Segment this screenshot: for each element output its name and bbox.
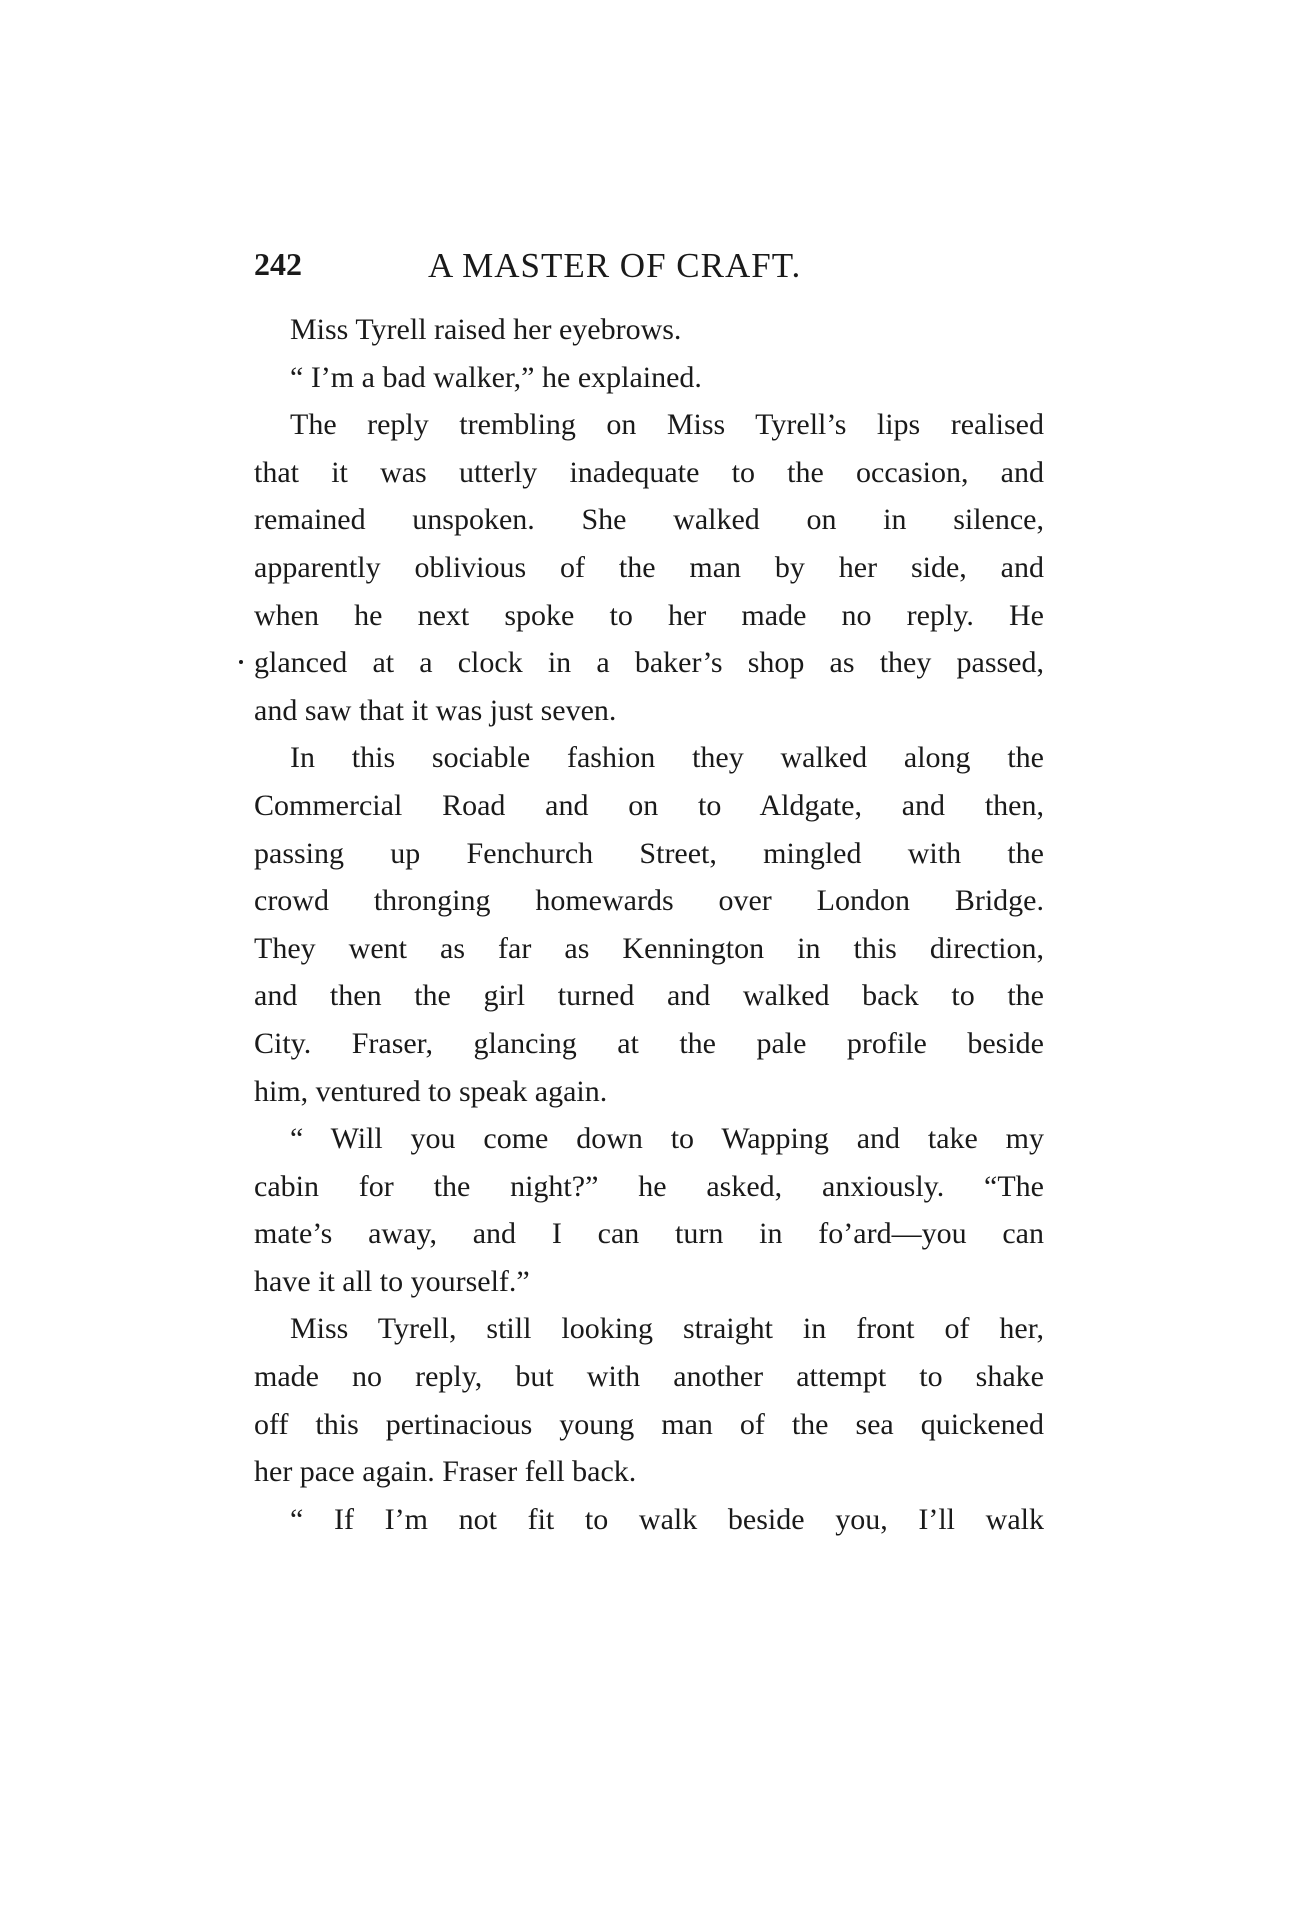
- text-line: mate’s away, and I can turn in fo’ard—you can: [254, 1217, 1044, 1251]
- text-line: cabin for the night?” he asked, anxiously. “The: [254, 1169, 1044, 1203]
- text-line: City. Fraser, glancing at the pale profile beside: [254, 1026, 1044, 1060]
- text-line: and saw that it was just seven.: [254, 693, 617, 727]
- text-line: They went as far as Kennington in this direction,: [254, 931, 1044, 965]
- text-line: made no reply, but with another attempt to shake: [254, 1360, 1044, 1394]
- page-header: [254, 246, 1074, 296]
- text-line: “ If I’m not fit to walk beside you, I’ll walk: [290, 1502, 1044, 1536]
- running-title: A MASTER OF CRAFT.: [428, 246, 802, 285]
- text-line: him, ventured to speak again.: [254, 1074, 608, 1108]
- text-line: remained unspoken. She walked on in silence,: [254, 503, 1044, 537]
- text-line: apparently oblivious of the man by her side, and: [254, 550, 1044, 584]
- text-line: glanced at a clock in a baker’s shop as they passed,: [254, 646, 1044, 680]
- text-line: In this sociable fashion they walked along the: [290, 741, 1044, 775]
- text-line: her pace again. Fraser fell back.: [254, 1455, 637, 1489]
- text-line: Miss Tyrell, still looking straight in front of her,: [290, 1312, 1044, 1346]
- text-line: Miss Tyrell raised her eyebrows.: [290, 313, 682, 346]
- text-line: have it all to yourself.”: [254, 1264, 530, 1298]
- margin-dot-mark: [239, 660, 243, 664]
- text-line: that it was utterly inadequate to the occasion, and: [254, 455, 1044, 489]
- text-line: off this pertinacious young man of the sea quickened: [254, 1407, 1044, 1441]
- text-line: “ Will you come down to Wapping and take my: [290, 1122, 1044, 1156]
- text-line: The reply trembling on Miss Tyrell’s lips realised: [290, 408, 1044, 442]
- text-line: and then the girl turned and walked back to the: [254, 979, 1044, 1013]
- text-line: Commercial Road and on to Aldgate, and then,: [254, 788, 1044, 822]
- text-line: when he next spoke to her made no reply. He: [254, 598, 1044, 632]
- text-line: “ I’m a bad walker,” he explained.: [290, 360, 702, 394]
- text-line: passing up Fenchurch Street, mingled with the: [254, 836, 1044, 870]
- page-number: 242: [254, 246, 302, 282]
- text-line: crowd thronging homewards over London Bridge.: [254, 884, 1044, 918]
- body-text: [254, 306, 1044, 1543]
